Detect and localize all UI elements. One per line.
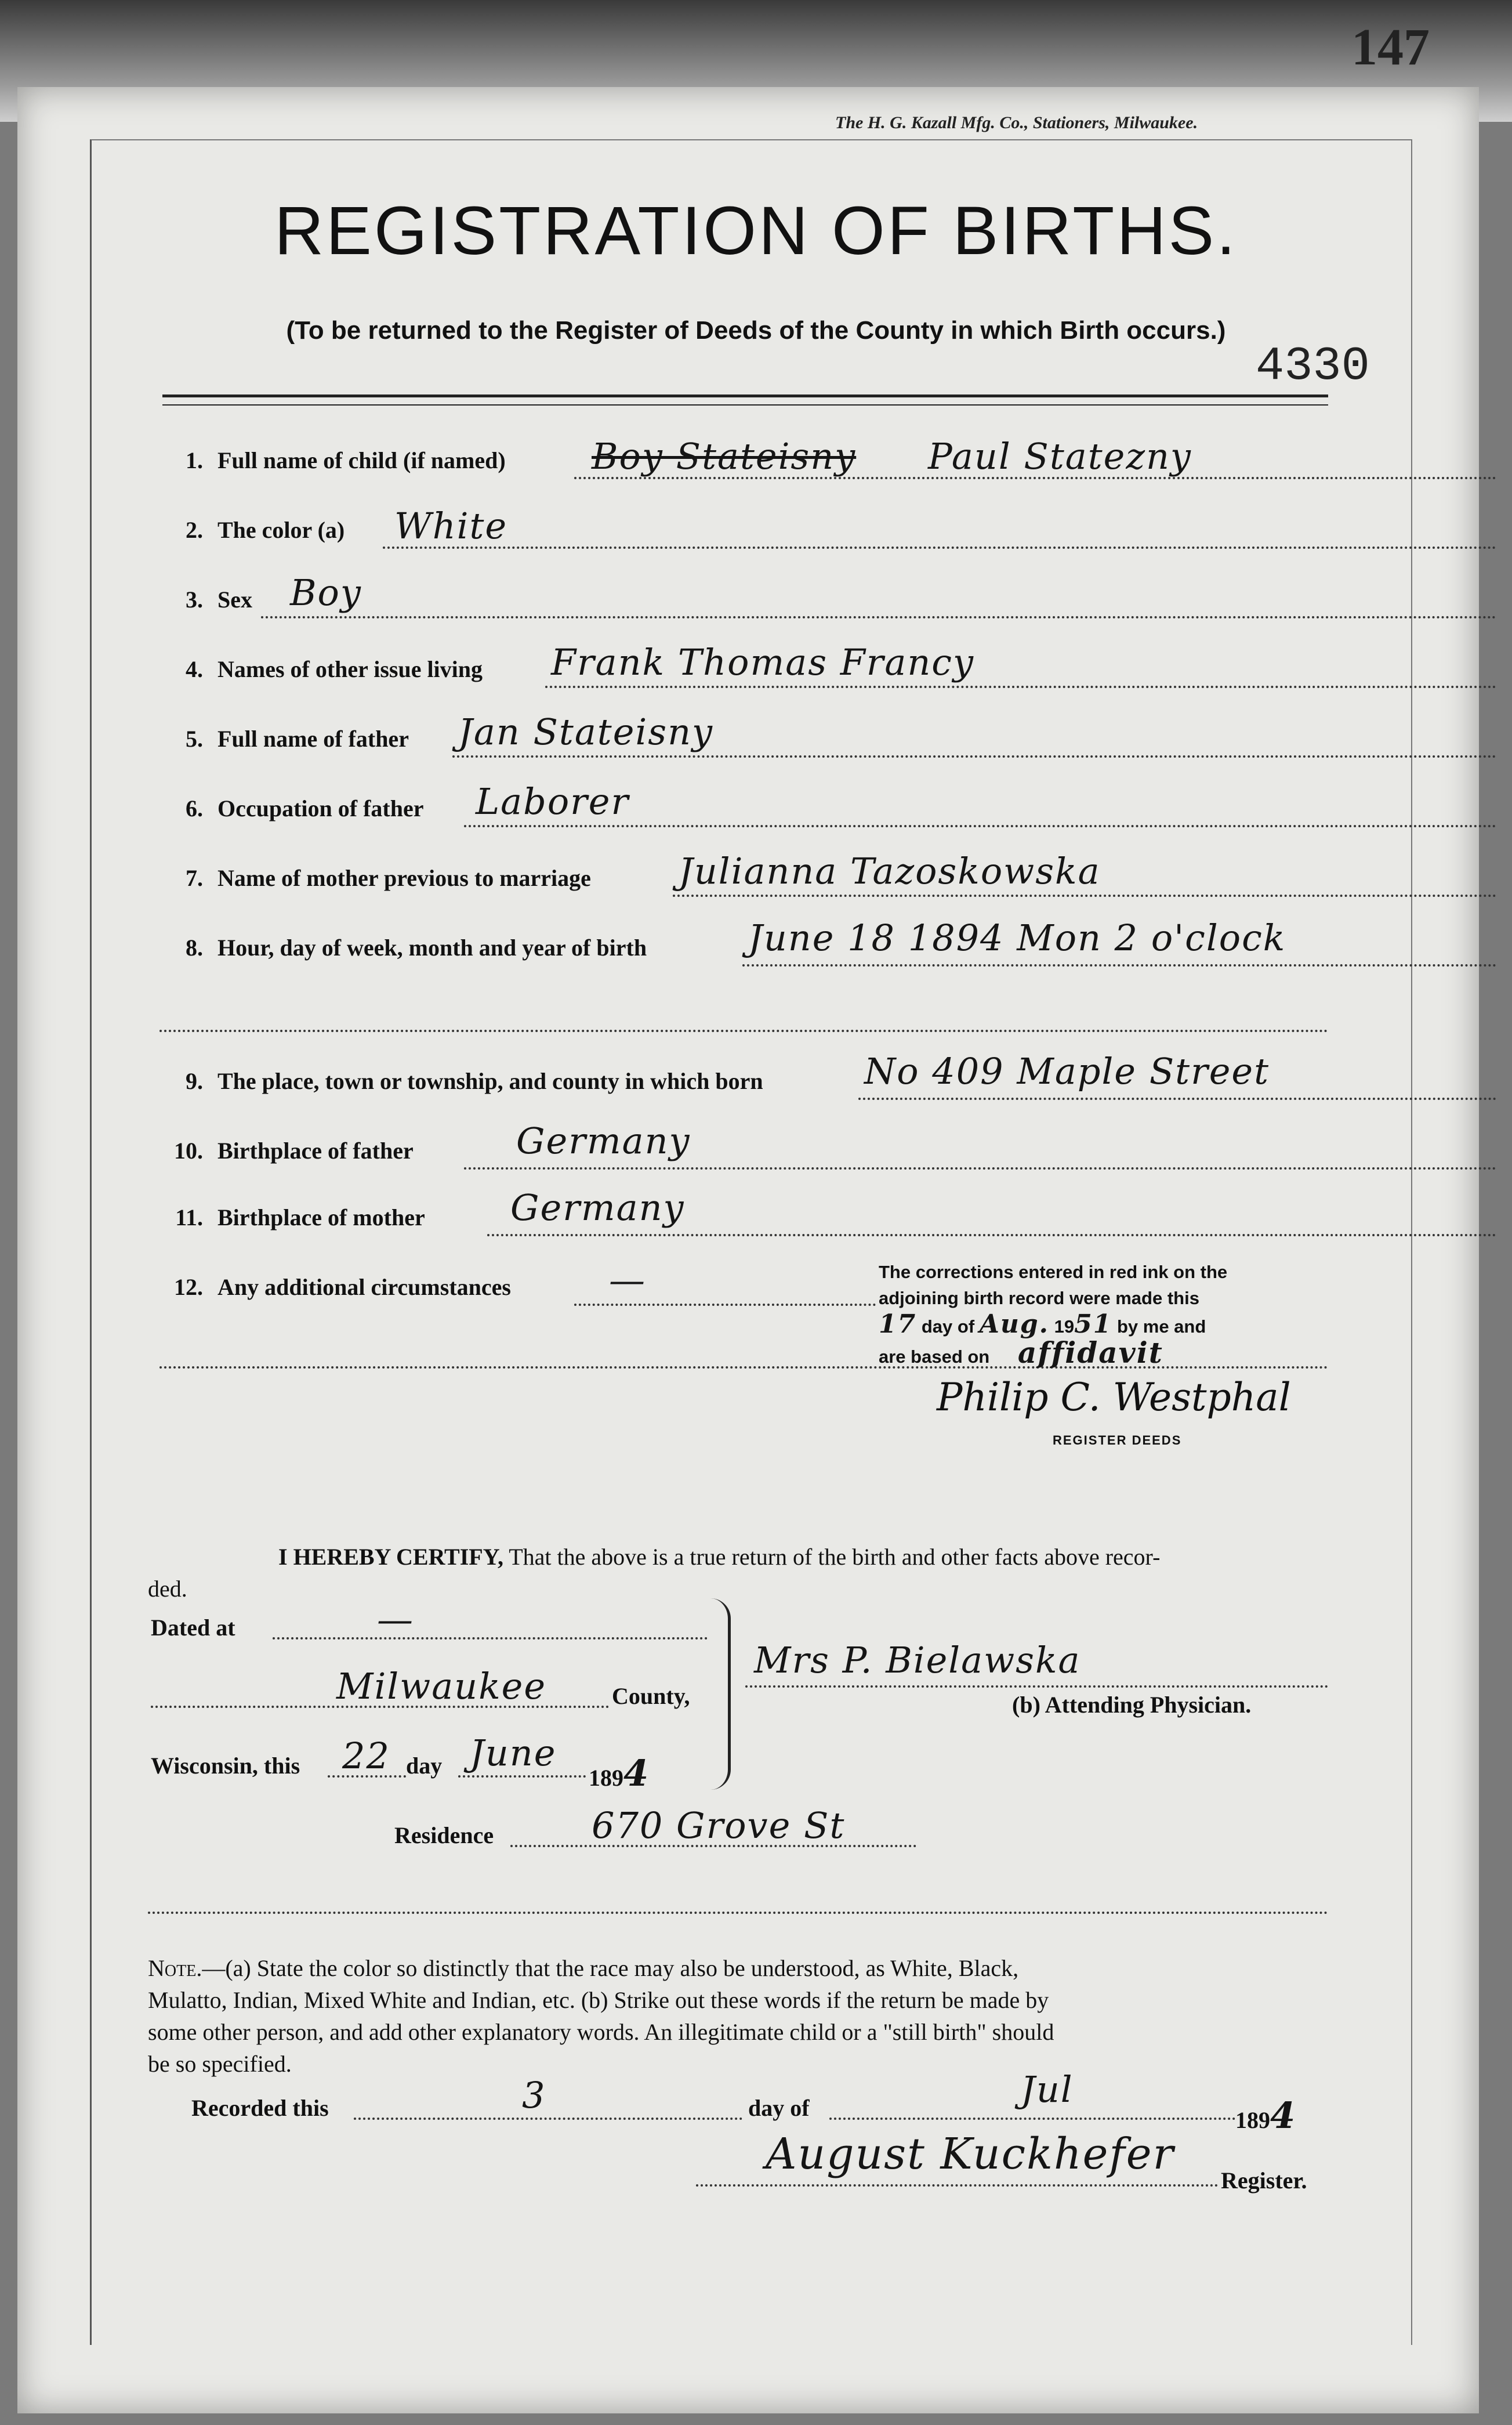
- fill-line: [545, 686, 1496, 688]
- field-label: Full name of child (if named): [217, 447, 506, 473]
- field-number: 6.: [186, 795, 203, 821]
- certify-lead: I HEREBY CERTIFY,: [278, 1544, 503, 1570]
- field-label: Any additional circumstances: [217, 1274, 511, 1300]
- field-child-name: [168, 435, 1328, 493]
- field-label: Birthplace of father: [217, 1138, 414, 1164]
- header-rule-thin: [162, 404, 1328, 406]
- stamp-line: [879, 1335, 1296, 1370]
- note-text: (a) State the color so distinctly that the race may also be understood, as White, Black,: [225, 1955, 1019, 1981]
- note-line: some other person, and add other explanatory words. An illegitimate child or a "still birth" should: [148, 2019, 1054, 2045]
- field-number: 1.: [186, 447, 203, 473]
- certify-year: [589, 1752, 650, 1794]
- day-label: day: [406, 1753, 443, 1779]
- stamp-text: by me and: [1116, 1316, 1206, 1337]
- field-father-occupation: [168, 780, 1328, 841]
- wisconsin-label: Wisconsin, this: [151, 1753, 300, 1779]
- correction-stamp: [879, 1259, 1296, 1447]
- field-color: [168, 505, 1328, 563]
- recorded-month-value: Jul: [1021, 2068, 1074, 2111]
- field-other-issue: [168, 641, 1328, 702]
- field-label: The color (a): [217, 517, 345, 543]
- certify-statement: [278, 1543, 1160, 1570]
- field-value: June 18 1894 Mon 2 o'clock: [748, 917, 1286, 959]
- fill-line-continuation: [148, 1912, 1328, 1914]
- certify-text: That the above is a true return of the birth and other facts above recor-: [509, 1544, 1161, 1570]
- field-mother-birthplace: [168, 1186, 1328, 1250]
- field-value: Jan Stateisny: [458, 711, 714, 753]
- stamp-text: day of: [921, 1316, 975, 1337]
- certify-day-value: 22: [342, 1735, 390, 1777]
- form-subtitle: (To be returned to the Register of Deeds of the County in which Birth occurs.): [286, 316, 1226, 345]
- field-number: 3.: [186, 587, 203, 613]
- dated-at-label: Dated at: [151, 1615, 235, 1641]
- field-birth-place: [168, 1050, 1328, 1114]
- field-label: Occupation of father: [217, 795, 424, 821]
- year-handwritten: 4: [1270, 2094, 1297, 2137]
- field-value: White: [394, 505, 508, 547]
- note-line: [148, 1952, 1328, 1984]
- stamp-line: adjoining birth record were made this: [879, 1288, 1199, 1308]
- county-value: Milwaukee: [336, 1665, 547, 1707]
- field-number: 12.: [174, 1274, 203, 1300]
- brace: [710, 1598, 731, 1790]
- fill-line: [464, 1167, 1496, 1170]
- recorded-day-label: day of: [748, 2095, 810, 2121]
- field-number: 2.: [186, 517, 203, 543]
- note-line: Mulatto, Indian, Mixed White and Indian, etc. (b) Strike out these words if the return be made by: [148, 1987, 1049, 2013]
- field-mother-maiden-name: [168, 850, 1328, 911]
- year-printed: 189: [589, 1765, 623, 1791]
- field-value: Paul Statezny: [928, 435, 1192, 477]
- field-number: 11.: [175, 1204, 203, 1230]
- residence-label: Residence: [394, 1822, 494, 1848]
- field-number: 7.: [186, 865, 203, 891]
- registration-number: 4330: [1256, 339, 1370, 393]
- field-birth-time: [168, 917, 1328, 980]
- field-number: 10.: [174, 1138, 203, 1164]
- fill-line: [452, 755, 1496, 758]
- stamp-text: 19: [1054, 1316, 1075, 1337]
- stamp-month: Aug.: [979, 1309, 1049, 1339]
- fill-line: [487, 1234, 1496, 1236]
- fill-line-continuation: [159, 1030, 1328, 1032]
- field-father-birthplace: [168, 1120, 1328, 1183]
- stamp-basis: affidavit: [1017, 1335, 1163, 1370]
- field-number: 8.: [186, 935, 203, 961]
- note-line: be so specified.: [148, 2051, 292, 2077]
- fill-line: [745, 1685, 1328, 1688]
- struck-value: Boy Stateisny: [592, 435, 857, 477]
- stamp-text: are based on: [879, 1347, 990, 1367]
- field-label: Birthplace of mother: [217, 1204, 425, 1230]
- field-number: 9.: [186, 1068, 203, 1094]
- physician-value: Mrs P. Bielawska: [754, 1639, 1081, 1681]
- fill-line: [858, 1098, 1496, 1100]
- field-label: Hour, day of week, month and year of birth: [217, 935, 647, 961]
- note-block: [148, 1952, 1328, 2080]
- field-label: Full name of father: [217, 726, 409, 752]
- certify-text-cont: ded.: [148, 1576, 187, 1602]
- fill-line: [383, 546, 1496, 549]
- form-title: REGISTRATION OF BIRTHS.: [274, 193, 1238, 269]
- fill-line: [464, 825, 1496, 827]
- fill-line: [574, 1304, 876, 1306]
- certify-month-value: June: [470, 1732, 557, 1774]
- field-value: —: [609, 1259, 646, 1301]
- field-label: Name of mother previous to marriage: [217, 865, 591, 891]
- field-value: Frank Thomas Francy: [551, 641, 975, 683]
- year-printed: 189: [1235, 2107, 1270, 2133]
- field-sex: [168, 571, 1328, 632]
- field-value: No 409 Maple Street: [864, 1050, 1270, 1092]
- dated-at-value: —: [377, 1598, 414, 1641]
- field-value: Germany: [516, 1120, 691, 1162]
- field-label: Sex: [217, 587, 252, 613]
- field-value: Germany: [510, 1186, 685, 1229]
- residence-value: 670 Grove St: [592, 1804, 846, 1847]
- fill-line: [273, 1637, 708, 1639]
- field-label: Names of other issue living: [217, 656, 483, 682]
- stamp-day: 17: [879, 1309, 917, 1339]
- fill-line: [696, 2184, 1218, 2187]
- fill-line: [742, 964, 1496, 967]
- field-value: Boy: [290, 571, 362, 614]
- note-heading: Note.—: [148, 1955, 226, 1981]
- page-number: 147: [1351, 19, 1430, 76]
- field-label: The place, town or township, and county in which born: [217, 1068, 763, 1094]
- recorded-day-value: 3: [522, 2074, 546, 2116]
- field-number: 5.: [186, 726, 203, 752]
- county-label: County,: [612, 1683, 690, 1709]
- stamp-year: 51: [1074, 1309, 1112, 1339]
- fill-line: [829, 2118, 1235, 2120]
- field-value: Laborer: [476, 780, 630, 823]
- stamp-line: The corrections entered in red ink on the: [879, 1262, 1228, 1282]
- fill-line: [261, 616, 1496, 618]
- stationer-imprint: The H. G. Kazall Mfg. Co., Stationers, Milwaukee.: [835, 113, 1198, 132]
- physician-label: (b) Attending Physician.: [1012, 1692, 1252, 1718]
- stamp-caption: REGISTER DEEDS: [1053, 1433, 1182, 1447]
- recorded-label: Recorded this: [191, 2095, 329, 2121]
- fill-line: [673, 895, 1496, 897]
- recorded-year: [1235, 2094, 1296, 2137]
- fill-line: [458, 1775, 586, 1778]
- field-number: 4.: [186, 656, 203, 682]
- header-rule: [162, 394, 1328, 397]
- register-signature-recorded: August Kuckhefer: [766, 2129, 1174, 2179]
- register-label: Register.: [1221, 2167, 1307, 2194]
- register-signature: Philip C. Westphal: [937, 1375, 1291, 1420]
- field-father-name: [168, 711, 1328, 772]
- field-value: Julianna Tazoskowska: [679, 850, 1101, 892]
- fill-line: [354, 2118, 742, 2120]
- year-handwritten: 4: [623, 1752, 650, 1794]
